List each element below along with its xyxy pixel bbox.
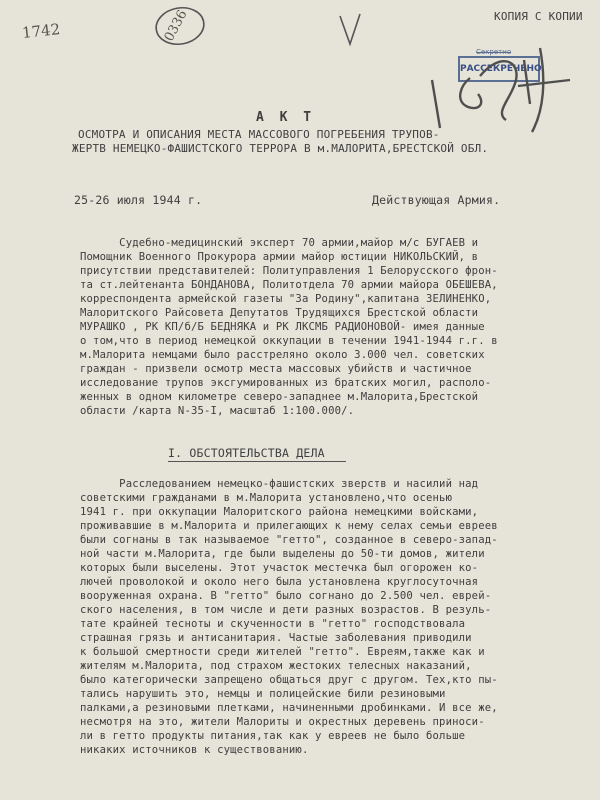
stamp-old-text: Секретно [476,48,512,56]
circled-number: 0336 [161,7,191,45]
section-line: которых были выселены. Этот участок местечка был огорожен ко- [80,562,479,574]
intro-line: женных в одном километре северо-западнее м.Малорита,Брестской [80,391,479,403]
section-line: ского населения, в том числе и дети разных возрастов. В резуль- [80,604,492,616]
section-line: проживавшие в м.Малорита и прилегающих к нему селах семьи евреев [80,520,498,532]
section-line: 1941 г. при оккупации Малоритского района немецкими войсками, [80,506,479,518]
intro-line: Малоритского Райсовета Депутатов Трудящихся Брестской области [80,307,479,319]
section-line: палками,а резиновыми плетками, начиненными дробинками. И все же, [80,702,498,714]
intro-line: Помощник Военного Прокурора армии майор юстиции НИКОЛЬСКИЙ, в [80,251,479,263]
check-mark-icon [336,12,366,48]
section-line: тате крайней тесноты и скученности в "гетто" господствовала [80,618,466,630]
handwritten-number: 1742 [21,20,62,42]
section-line: несмотря на это, жители Малориты и окрестных деревень приноси- [80,716,485,728]
section-line: вооруженная охрана. В "гетто" было согнано до 2.500 чел. еврей- [80,590,492,602]
section-heading: I. ОБСТОЯТЕЛЬСТВА ДЕЛА [168,446,325,460]
intro-line: м.Малорита немцами было расстреляно около 3.000 чел. советских [80,349,485,361]
subtitle-line: ЖЕРТВ НЕМЕЦКО-ФАШИСТСКОГО ТЕРРОРА В м.МАЛОРИТА,БРЕСТСКОЙ ОБЛ. [72,142,489,155]
section-line: Расследованием немецко-фашистских зверств и насилий над [80,478,479,490]
declassified-stamp: РАССЕКРЕЧЕНО [458,56,540,82]
intro-line: области /карта N-35-I, масштаб 1:100.000/. [80,405,355,417]
intro-line: та ст.лейтенанта БОНДАНОВА, Политотдела 70 армии майора ОБЕШЕВА, [80,279,498,291]
intro-line: о том,что в период немецкой оккупации в течении 1941-1944 г.г. в [80,335,498,347]
section-line: жителям м.Малорита, под страхом жестоких телесных наказаний, [80,660,472,672]
intro-line: граждан - призвели осмотр места массовых убийств и частичное [80,363,472,375]
section-line: лючей проволокой и около него была установлена круглосуточная [80,576,479,588]
section-line: ли в гетто продукты питания,так как у евреев не было больше [80,730,466,742]
section-line: страшная грязь и антисанитария. Частые заболевания приводили [80,632,472,644]
document-title: А К Т [256,110,316,125]
intro-line: присутствии представителей: Политуправления 1 Белорусского фрон- [80,265,498,277]
section-line: советскими гражданами в м.Малорита установлено,что осенью [80,492,453,504]
intro-line: корреспондента армейской газеты "За Родину",капитана ЗЕЛИНЕНКО, [80,293,492,305]
section-heading-underline [168,461,346,462]
intro-line: МУРАШКО , РК КП/б/Б БЕДНЯКА и РК ЛКСМБ РАДИОНОВОЙ- имея данные [80,321,485,333]
document-place: Действующая Армия. [372,193,501,207]
intro-line: Судебно-медицинский эксперт 70 армии,майор м/с БУГАЕВ и [80,237,479,249]
section-line: никаких источников к существованию. [80,744,309,756]
section-line: были согнаны в так называемое "гетто", созданное в северо-запад- [80,534,498,546]
handwritten-scribble [420,40,590,135]
copy-mark: КОПИЯ С КОПИИ [494,10,583,23]
section-line: ной части м.Малорита, где были выделены до 50-ти домов, жители [80,548,485,560]
intro-line: исследование трупов эксгумированных из братских могил, располо- [80,377,492,389]
section-line: тались нарушить это, немцы и полицейские били резиновыми [80,688,446,700]
subtitle-line: ОСМОТРА И ОПИСАНИЯ МЕСТА МАССОВОГО ПОГРЕБЕНИЯ ТРУПОВ- [78,128,440,141]
section-line: к большой смертности среди жителей "гетто". Евреям,также как и [80,646,485,658]
document-date: 25-26 июля 1944 г. [74,193,203,207]
section-line: было категорически запрещено общаться друг с другом. Тех,кто пы- [80,674,498,686]
